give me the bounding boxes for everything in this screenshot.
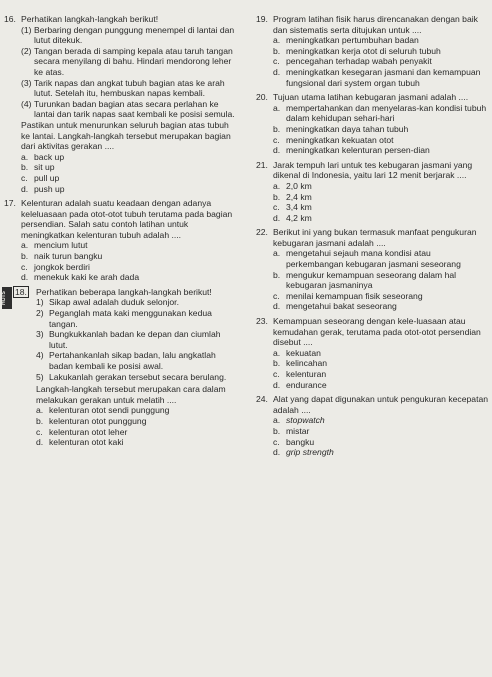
option-text: bangku <box>286 436 315 447</box>
option-letter: c. <box>273 134 280 145</box>
question-stem: Berikut ini yang bukan termasuk manfaat pengukuran kebugaran jasmani adalah .... <box>273 227 477 248</box>
statement-number: (1) <box>21 24 32 35</box>
option-a[interactable] <box>36 405 240 416</box>
option-d[interactable] <box>273 67 488 88</box>
option-d[interactable] <box>273 213 488 224</box>
option-letter: c. <box>273 436 280 447</box>
option-b[interactable] <box>273 46 488 57</box>
option-letter: a. <box>273 248 281 259</box>
question-19 <box>256 14 488 88</box>
question-21 <box>256 160 488 224</box>
question-prompt: Pastikan untuk menurunkan seluruh bagian atas tubuh ke lantai. Langkah-langkah tersebut merupakan bagian dari aktivitas gerakan .... <box>21 119 231 152</box>
option-text: mengukur kemampuan seseorang dalam hal kebugaran jasmaninya <box>286 269 457 291</box>
option-letter: c. <box>273 290 280 301</box>
option-letter: a. <box>273 347 281 358</box>
option-letter: b. <box>273 425 281 436</box>
option-text: 2,0 km <box>286 180 312 191</box>
option-a[interactable] <box>273 35 488 46</box>
statement-number: 4) <box>36 350 44 361</box>
option-letter: c. <box>21 261 28 272</box>
statement-number: (3) <box>21 77 32 88</box>
option-d[interactable] <box>273 301 488 312</box>
option-a[interactable] <box>21 152 240 163</box>
option-text: pull up <box>34 172 60 183</box>
left-column <box>1 14 240 452</box>
option-text: menekuk kaki ke arah dada <box>34 272 140 283</box>
option-text: mencium lutut <box>34 240 88 251</box>
option-b[interactable] <box>273 124 488 135</box>
option-c[interactable] <box>21 262 240 273</box>
option-text: meningkatkan kekuatan otot <box>286 134 394 145</box>
option-a[interactable] <box>273 103 488 124</box>
option-text: kelenturan otot leher <box>49 426 128 437</box>
question-24 <box>256 394 488 458</box>
question-number: 21. <box>256 159 268 170</box>
option-b[interactable] <box>273 270 488 291</box>
option-d[interactable] <box>273 447 488 458</box>
option-b[interactable] <box>273 358 488 369</box>
statement-item <box>36 350 240 371</box>
option-text: meningkatkan kesegaran jasmani dan kemampuan fungsional dari system organ tubuh <box>286 66 481 88</box>
option-d[interactable] <box>273 380 488 391</box>
option-text: pencegahan terhadap wabah penyakit <box>286 56 432 67</box>
option-a[interactable] <box>273 181 488 192</box>
statement-text: Tarik napas dan angkat tubuh bagian atas ke arah lutut. Setelah itu, hembuskan napas kembali. <box>34 77 225 99</box>
option-letter: a. <box>273 35 281 46</box>
option-a[interactable] <box>273 248 488 269</box>
question-20 <box>256 92 488 156</box>
question-23 <box>256 316 488 390</box>
statement-item <box>21 99 240 120</box>
option-c[interactable] <box>273 369 488 380</box>
option-text: meningkatkan pertumbuhan badan <box>286 35 419 46</box>
statement-text: Pertahankanlah sikap badan, lalu angkatlah badan kembali ke posisi awal. <box>49 350 216 371</box>
option-letter: c. <box>273 202 280 213</box>
option-letter: d. <box>273 66 281 77</box>
option-letter: d. <box>36 437 44 448</box>
question-number: 16. <box>4 14 16 24</box>
option-c[interactable] <box>273 56 488 67</box>
statement-text: Turunkan badan bagian atas secara perlahan ke lantai dan tarik napas saat kembali ke posisi semula. <box>34 98 235 120</box>
option-letter: d. <box>273 447 281 458</box>
statement-text: Berbaring dengan punggung menempel di lantai dan lutut ditekuk. <box>34 24 235 46</box>
option-d[interactable] <box>21 272 240 283</box>
question-stem: Kemampuan seseorang dengan kele-luasaan atau kemudahan gerak, terutama pada otot-otot persendian disebut .... <box>273 316 481 348</box>
option-text: kekuatan <box>286 347 321 358</box>
option-text: jongkok berdiri <box>34 261 90 272</box>
statement-text: Lakukanlah gerakan tersebut secara berulang. <box>49 371 227 382</box>
question-number-box: 18. <box>15 286 27 297</box>
statement-text: Bungkukkanlah badan ke depan dan ciumlah lutut. <box>49 329 221 350</box>
option-letter: a. <box>36 405 44 416</box>
question-stem: Perhatikan beberapa langkah-langkah berikut! <box>36 286 212 297</box>
statement-number: (2) <box>21 45 32 56</box>
statement-text: Sikap awal adalah duduk selonjor. <box>49 297 179 308</box>
option-text: 4,2 km <box>286 212 312 223</box>
question-number: 19. <box>256 14 268 24</box>
option-text: kelenturan otot kaki <box>49 437 124 448</box>
option-letter: c. <box>273 56 280 67</box>
statement-item <box>36 297 240 308</box>
question-number: 23. <box>256 316 268 327</box>
option-letter: b. <box>273 269 281 280</box>
option-c[interactable] <box>36 427 240 438</box>
option-text: 2,4 km <box>286 191 312 202</box>
question-22 <box>256 227 488 312</box>
question-stem: Kelenturan adalah suatu keadaan dengan adanya keleluasaan pada otot-otot tubuh terutama pada bagian persendian. Salah satu contoh latihan untuk meningkatkan kelenturan tubuh adalah .... <box>21 198 233 240</box>
statement-text: Tangan berada di samping kepala atau taruh tangan secara menyilang di bahu. Hindari mendorong leher ke atas. <box>34 45 233 77</box>
option-letter: b. <box>273 45 281 56</box>
option-text: mengetahui bakat seseorang <box>286 301 397 312</box>
statement-item <box>36 329 240 350</box>
statement-number: 5) <box>36 371 44 382</box>
option-letter: a. <box>273 415 281 426</box>
question-stem: Perhatikan langkah-langkah berikut! <box>21 14 159 24</box>
question-stem: Jarak tempuh lari untuk tes kebugaran jasmani yang dikenal di Indonesia, yaitu lari 12 menit berjarak .... <box>273 159 473 181</box>
option-letter: a. <box>21 151 29 162</box>
option-b[interactable] <box>36 416 240 427</box>
option-letter: b. <box>21 251 29 262</box>
option-letter: a. <box>273 180 281 191</box>
option-b[interactable] <box>21 162 240 173</box>
option-text: endurance <box>286 379 327 390</box>
option-text: mengetahui sejauh mana kondisi atau perkembangan kebugaran jasmani seseorang <box>286 248 461 270</box>
option-letter: d. <box>21 272 29 283</box>
question-stem: Program latihan fisik harus direncanakan dengan baik dan sistematis serta ditujukan untuk .... <box>273 14 478 35</box>
option-d[interactable] <box>36 437 240 448</box>
option-text: back up <box>34 151 65 162</box>
option-text: meningkatkan kerja otot di seluruh tubuh <box>286 45 441 56</box>
option-text: 3,4 km <box>286 202 312 213</box>
option-text: meningkatkan kelenturan persen-dian <box>286 145 430 156</box>
option-letter: a. <box>21 240 29 251</box>
statement-number: (4) <box>21 98 32 109</box>
option-text: kelenturan <box>286 369 327 379</box>
statement-item <box>21 78 240 99</box>
right-column <box>256 14 488 462</box>
question-16 <box>4 14 240 194</box>
question-number <box>4 287 30 448</box>
question-18 <box>1 286 240 448</box>
statement-text: Peganglah mata kaki menggunakan kedua tangan. <box>49 308 212 329</box>
option-text: stopwatch <box>286 415 325 426</box>
question-prompt: Langkah-langkah tersebut merupakan cara dalam melakukan gerakan untuk melatih .... <box>36 384 226 405</box>
option-letter: d. <box>273 145 281 156</box>
option-text: grip strength <box>286 447 334 458</box>
option-a[interactable] <box>273 415 488 426</box>
option-letter: b. <box>36 415 44 426</box>
statement-item <box>21 25 240 46</box>
option-c[interactable] <box>21 173 240 184</box>
option-c[interactable] <box>273 437 488 448</box>
option-text: mempertahankan dan menyelaras-kan kondisi tubuh dalam kehidupan sehari-hari <box>286 102 487 124</box>
option-letter: b. <box>273 358 281 369</box>
statement-item <box>36 308 240 329</box>
option-d[interactable] <box>273 145 488 156</box>
option-letter: d. <box>273 301 281 312</box>
option-letter: b. <box>21 162 29 173</box>
option-c[interactable] <box>273 135 488 146</box>
option-letter: b. <box>273 123 281 134</box>
option-text: kelenturan otot sendi punggung <box>49 405 170 416</box>
statement-item <box>36 372 240 383</box>
statement-number: 3) <box>36 329 44 340</box>
option-d[interactable] <box>21 184 240 195</box>
option-b[interactable] <box>21 251 240 262</box>
option-text: mistar <box>286 425 310 436</box>
option-letter: a. <box>273 102 281 113</box>
option-c[interactable] <box>273 291 488 302</box>
option-c[interactable] <box>273 202 488 213</box>
option-b[interactable] <box>273 192 488 203</box>
option-text: menilai kemampuan fisik seseorang <box>286 290 423 301</box>
hots-badge: HOTS <box>2 287 12 309</box>
question-17 <box>4 198 240 283</box>
question-number: 22. <box>256 227 268 238</box>
question-number: 17. <box>4 198 16 209</box>
option-letter: b. <box>273 191 281 202</box>
statement-number: 1) <box>36 297 44 308</box>
statement-item <box>21 46 240 78</box>
option-letter: c. <box>36 426 43 437</box>
option-text: push up <box>34 183 65 194</box>
statement-number: 2) <box>36 308 44 319</box>
option-letter: d. <box>273 379 281 390</box>
option-text: kelenturan otot punggung <box>49 415 147 426</box>
option-text: meningkatkan daya tahan tubuh <box>286 123 409 134</box>
option-text: naik turun bangku <box>34 251 103 262</box>
question-stem: Alat yang dapat digunakan untuk pengukuran kecepatan adalah .... <box>273 394 489 415</box>
question-stem: Tujuan utama latihan kebugaran jasmani adalah .... <box>273 92 469 103</box>
option-letter: d. <box>21 183 29 194</box>
option-letter: c. <box>273 369 280 379</box>
option-b[interactable] <box>273 426 488 437</box>
option-text: sit up <box>34 162 55 173</box>
option-letter: c. <box>21 172 28 183</box>
option-a[interactable] <box>21 240 240 251</box>
option-a[interactable] <box>273 348 488 359</box>
question-number: 24. <box>256 394 268 405</box>
option-text: kelincahan <box>286 358 328 369</box>
question-number: 20. <box>256 92 268 103</box>
option-letter: d. <box>273 212 281 223</box>
